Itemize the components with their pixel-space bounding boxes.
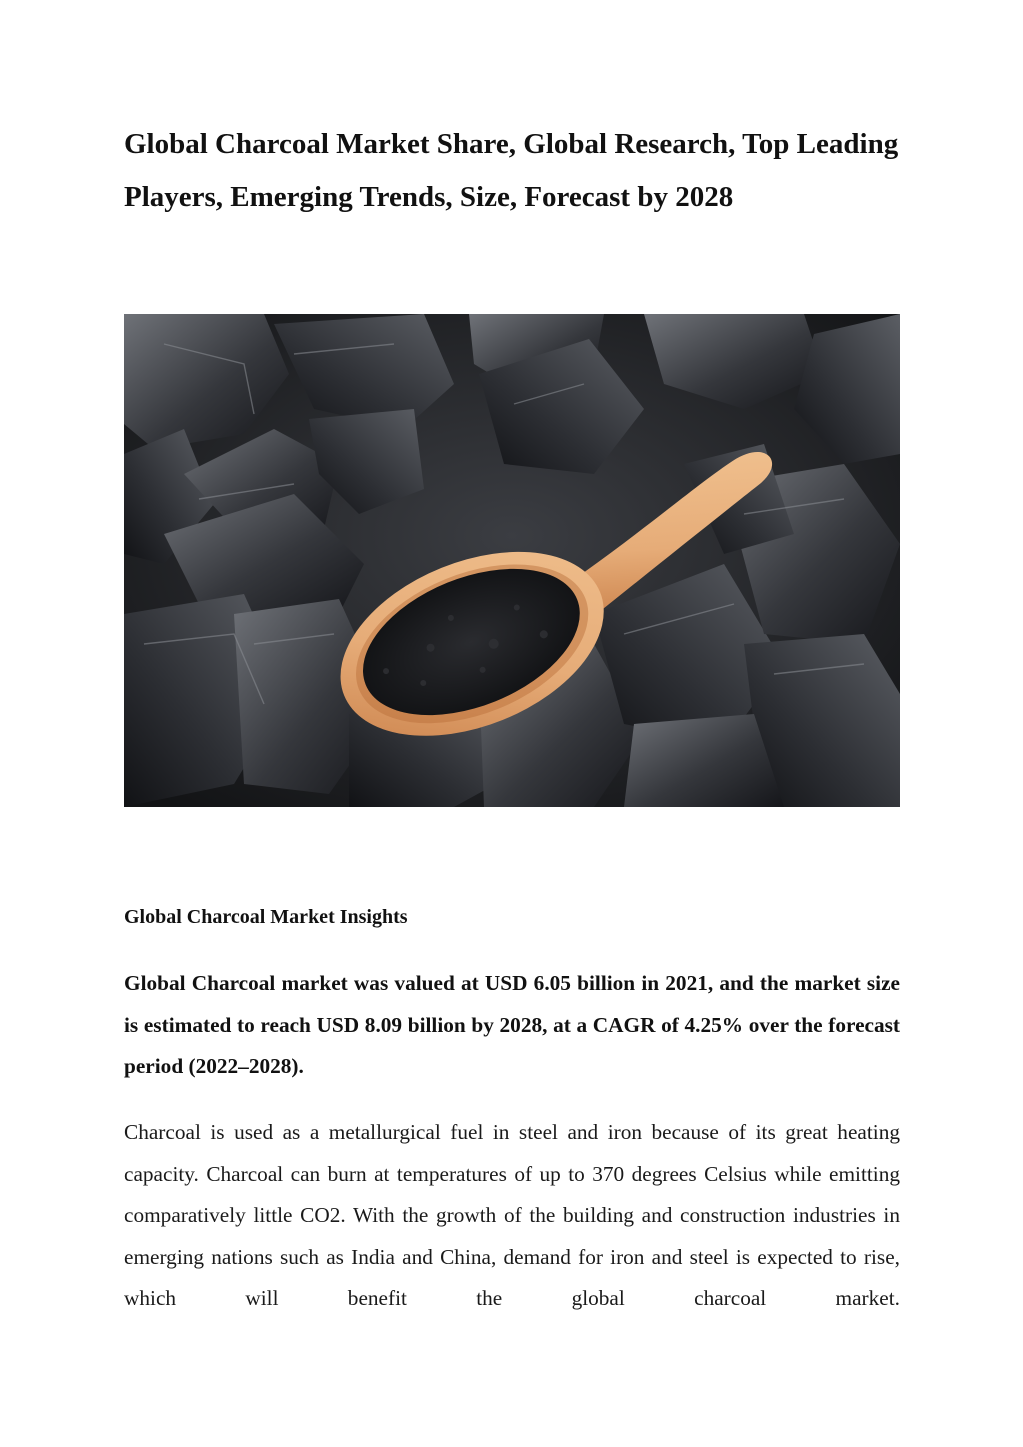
lead-paragraph: Global Charcoal market was valued at USD 6.05 billion in 2021, and the market size is estimated to reach USD 8.09 billion by 2028, at a CAGR of 4.25% over the forecast period (2022–2028). xyxy=(124,971,900,1078)
charcoal-spoon-image xyxy=(124,314,900,807)
body-paragraph: Charcoal is used as a metallurgical fuel in steel and iron because of its great heating capacity. Charcoal can burn at temperatures of up to 370 degrees Celsius while emitting comparatively little CO2. With the growth of the building and construction industries in emerging nations such as India and China, demand for iron and steel is expected to rise, which will benefit the global charcoal market. xyxy=(124,1120,900,1310)
page-title: Global Charcoal Market Share, Global Research, Top Leading Players, Emerging Trends, Size, Forecast by 2028 xyxy=(124,128,899,213)
section-heading: Global Charcoal Market Insights xyxy=(124,906,408,928)
